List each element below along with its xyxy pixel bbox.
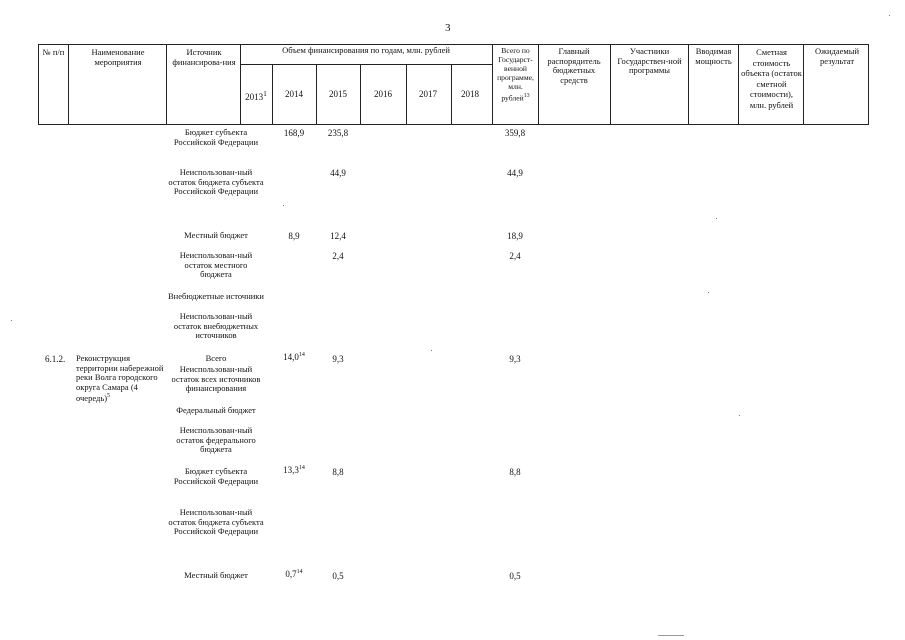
value-2014: $0,7^{14}$ xyxy=(285,569,303,579)
divider xyxy=(538,44,539,125)
value-2014: 14,0$^{14}$ xyxy=(283,352,305,362)
scan-speck xyxy=(431,350,432,351)
divider xyxy=(166,44,167,125)
divider xyxy=(688,44,689,125)
page-number: 3 xyxy=(445,22,451,34)
item-number: 6.1.2. xyxy=(45,354,66,364)
source-cell: Неиспользован-ный остаток бюджета субъекта Российской Федерации xyxy=(168,167,264,197)
scan-speck xyxy=(283,205,284,206)
year-2013: 2013$^1$ xyxy=(245,89,267,102)
header-cost: Сметная стоимость объекта (остаток сметной стоимости), млн. рублей xyxy=(741,47,802,110)
header-manager: Главный распорядитель бюджетных средств xyxy=(547,46,601,85)
header-capacity: Вводимая мощность xyxy=(695,46,732,66)
divider xyxy=(492,44,493,125)
value-2015: 12,4 xyxy=(330,231,346,241)
source-cell: Местный бюджет xyxy=(184,230,248,240)
divider xyxy=(68,44,69,125)
value-2015: 44,9 xyxy=(330,168,346,178)
scan-mark xyxy=(658,635,684,636)
scan-speck xyxy=(889,15,890,16)
source-cell: Неиспользован-ный остаток федерального бюджета xyxy=(176,425,256,455)
source-cell: Федеральный бюджет xyxy=(176,405,256,415)
scan-speck xyxy=(739,415,740,416)
value-2015: 2,4 xyxy=(332,251,344,261)
source-cell: Местный бюджет xyxy=(184,570,248,580)
value-total: 44,9 xyxy=(507,168,523,178)
divider xyxy=(803,44,804,125)
value-total: 18,9 xyxy=(507,231,523,241)
value-total: 0,5 xyxy=(509,571,521,581)
value-2015: 9,3 xyxy=(332,354,344,364)
year-2017: 2017 xyxy=(419,89,437,99)
scan-speck xyxy=(716,218,717,219)
item-name: Реконструкция территории набережной реки Волга городского округа Самара (4 очередь)$^5$ xyxy=(76,353,164,404)
value-2014: 13,3$^{14}$ xyxy=(283,465,305,475)
header-source: Источник финансирова-ния xyxy=(172,47,236,67)
source-cell: Всего xyxy=(205,353,227,363)
scan-speck xyxy=(708,292,709,293)
year-2014: 2014 xyxy=(285,89,303,99)
divider xyxy=(610,44,611,125)
header-total: Всего по Государст-венной программе, млн. рублей$^{13}$ xyxy=(497,46,534,103)
value-2015: 235,8 xyxy=(327,128,349,138)
source-cell: Неиспользован-ный остаток всех источников финансирования xyxy=(171,364,261,394)
value-total: 359,8 xyxy=(504,128,526,138)
value-2015: 8,8 xyxy=(332,467,344,477)
header-result: Ожидаемый результат xyxy=(814,46,860,66)
value-total: 9,3 xyxy=(509,354,521,364)
source-cell: Неиспользован-ный остаток бюджета субъекта Российской Федерации xyxy=(168,507,264,537)
value-2014: 8,9 xyxy=(288,231,300,241)
source-cell: Внебюджетные источники xyxy=(168,291,264,301)
value-total: 8,8 xyxy=(509,467,521,477)
header-name: Наименование мероприятия xyxy=(91,47,145,67)
divider xyxy=(240,64,492,65)
value-2014: 168,9 xyxy=(283,128,305,138)
year-2018: 2018 xyxy=(461,89,479,99)
year-2015: 2015 xyxy=(329,89,347,99)
header-financing: Объем финансирования по годам, млн. рублей xyxy=(282,45,450,55)
value-total: 2,4 xyxy=(509,251,521,261)
scan-speck xyxy=(11,320,12,321)
header-participants: Участники Государствен-ной программы xyxy=(617,46,682,75)
value-2015: 0,5 xyxy=(332,571,344,581)
source-cell: Бюджет субъекта Российской Федерации xyxy=(173,466,259,486)
source-cell: Неиспользован-ный остаток внебюджетных источников xyxy=(173,311,259,341)
divider xyxy=(240,44,241,125)
source-cell: Неиспользован-ный остаток местного бюджета xyxy=(179,250,253,280)
source-cell: Бюджет субъекта Российской Федерации xyxy=(173,127,259,147)
year-2016: 2016 xyxy=(374,89,392,99)
divider xyxy=(738,44,739,125)
header-no: № п/п xyxy=(42,47,65,57)
